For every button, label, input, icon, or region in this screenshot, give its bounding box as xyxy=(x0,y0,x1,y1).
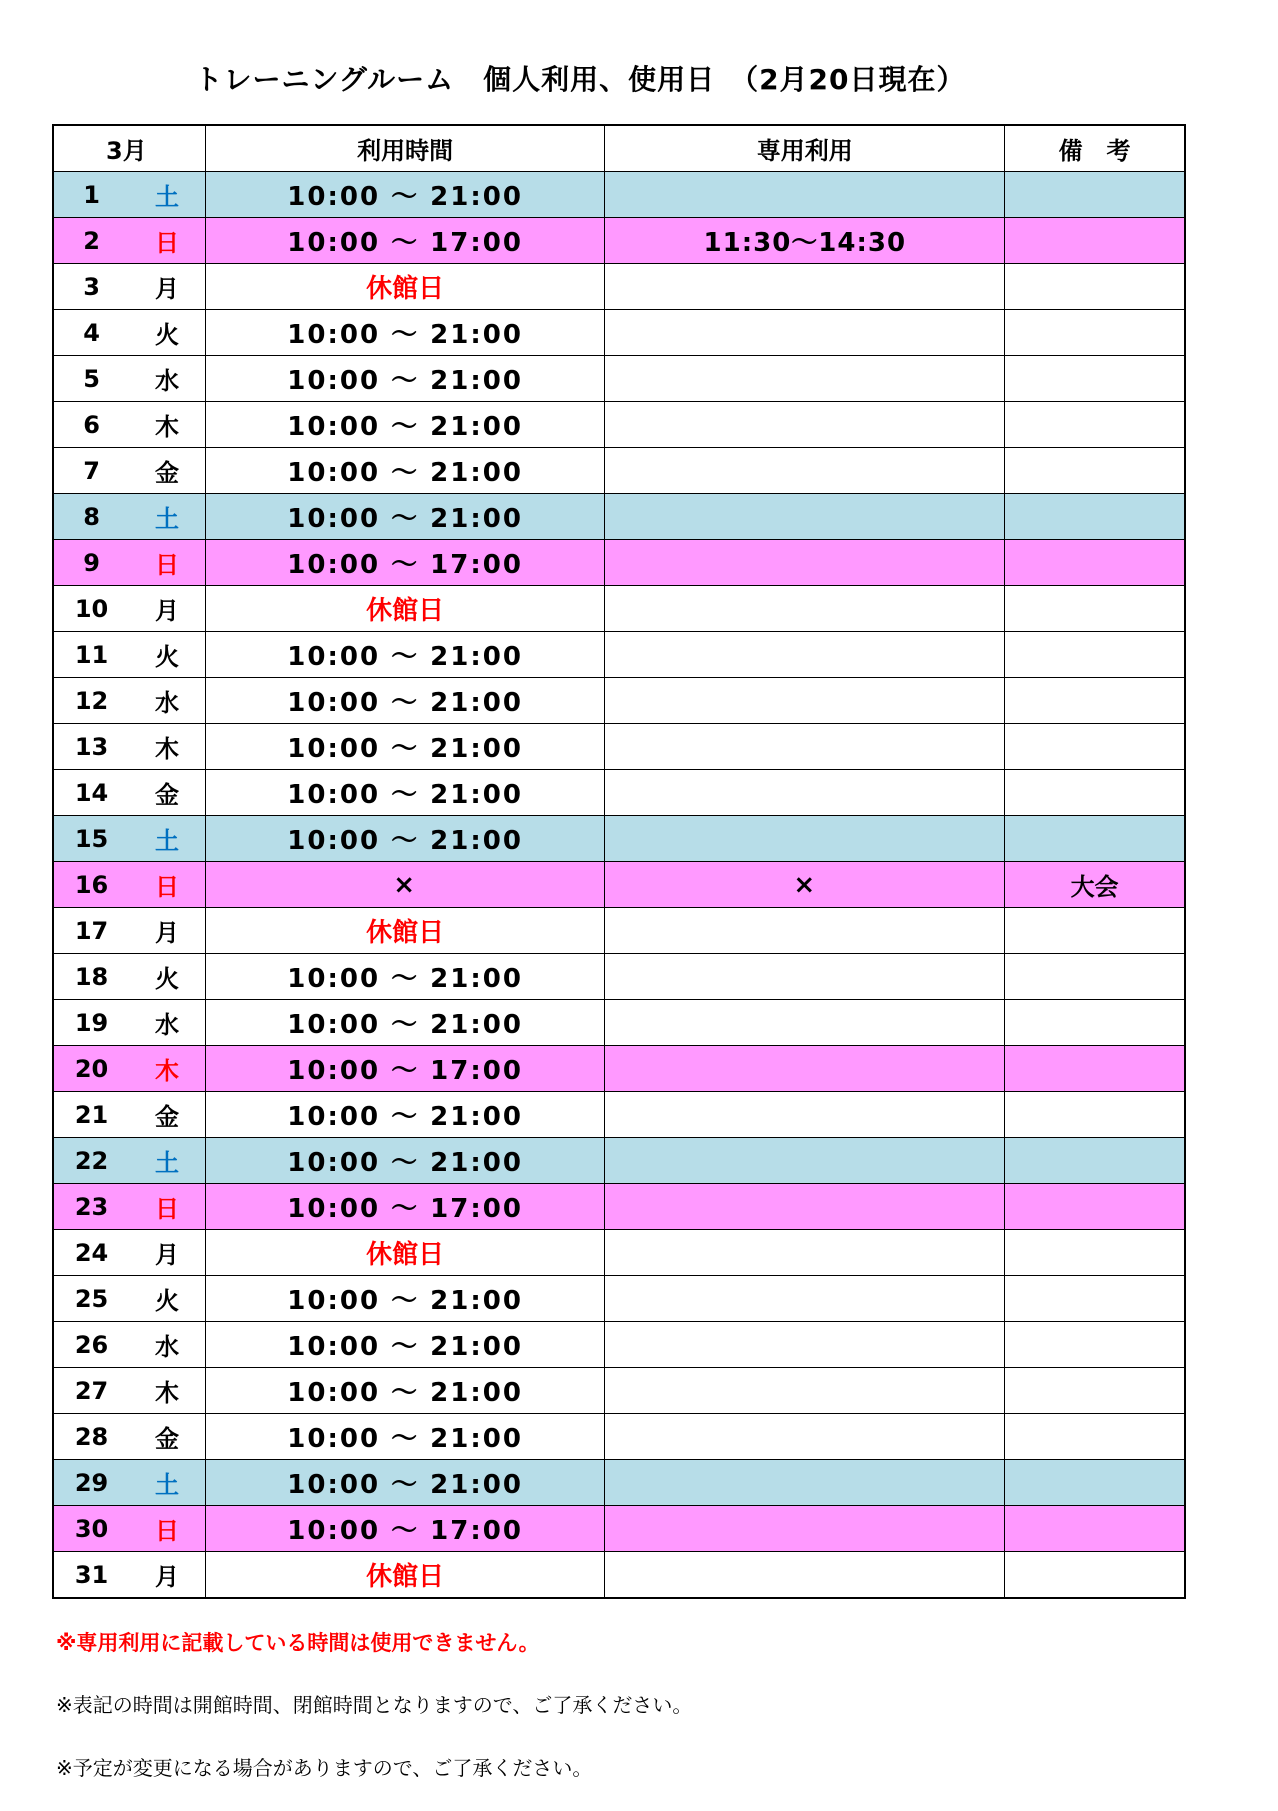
table-row xyxy=(53,494,1185,540)
day-of-week: 日 xyxy=(129,218,205,264)
usage-hours: 10:00 ～ 21:00 xyxy=(205,172,605,218)
header-hours: 利用時間 xyxy=(205,125,605,172)
day-number: 12 xyxy=(53,678,129,724)
remarks xyxy=(1005,1322,1185,1368)
day-of-week: 土 xyxy=(129,1460,205,1506)
usage-hours: 10:00 ～ 21:00 xyxy=(205,1414,605,1460)
table-row xyxy=(53,402,1185,448)
day-of-week: 水 xyxy=(129,1000,205,1046)
exclusive-use xyxy=(605,448,1005,494)
exclusive-use xyxy=(605,586,1005,632)
day-of-week: 日 xyxy=(129,862,205,908)
day-number: 27 xyxy=(53,1368,129,1414)
table-row xyxy=(53,724,1185,770)
remarks xyxy=(1005,402,1185,448)
exclusive-use xyxy=(605,1138,1005,1184)
day-number: 15 xyxy=(53,816,129,862)
day-of-week: 日 xyxy=(129,540,205,586)
exclusive-use xyxy=(605,1230,1005,1276)
day-number: 7 xyxy=(53,448,129,494)
usage-hours: 休館日 xyxy=(205,1230,605,1276)
exclusive-use xyxy=(605,1506,1005,1552)
day-number: 17 xyxy=(53,908,129,954)
day-of-week: 土 xyxy=(129,816,205,862)
day-number: 6 xyxy=(53,402,129,448)
remarks xyxy=(1005,1552,1185,1599)
day-of-week: 水 xyxy=(129,356,205,402)
day-of-week: 土 xyxy=(129,1138,205,1184)
exclusive-use xyxy=(605,954,1005,1000)
exclusive-use xyxy=(605,632,1005,678)
day-number: 24 xyxy=(53,1230,129,1276)
table-row xyxy=(53,908,1185,954)
remarks xyxy=(1005,586,1185,632)
exclusive-use xyxy=(605,678,1005,724)
remarks xyxy=(1005,1368,1185,1414)
table-row xyxy=(53,310,1185,356)
day-number: 1 xyxy=(53,172,129,218)
remarks xyxy=(1005,954,1185,1000)
day-of-week: 月 xyxy=(129,908,205,954)
exclusive-use xyxy=(605,1092,1005,1138)
exclusive-use xyxy=(605,1000,1005,1046)
remarks xyxy=(1005,310,1185,356)
day-number: 21 xyxy=(53,1092,129,1138)
usage-hours: 休館日 xyxy=(205,908,605,954)
day-of-week: 金 xyxy=(129,1414,205,1460)
table-row xyxy=(53,816,1185,862)
remarks xyxy=(1005,356,1185,402)
day-number: 9 xyxy=(53,540,129,586)
usage-hours: 10:00 ～ 21:00 xyxy=(205,1092,605,1138)
usage-hours: 休館日 xyxy=(205,586,605,632)
usage-hours: 10:00 ～ 21:00 xyxy=(205,402,605,448)
remarks xyxy=(1005,770,1185,816)
note-exclusive-warning: ※専用利用に記載している時間は使用できません。 xyxy=(56,1631,540,1655)
usage-hours: 10:00 ～ 21:00 xyxy=(205,1276,605,1322)
remarks xyxy=(1005,1184,1185,1230)
day-number: 25 xyxy=(53,1276,129,1322)
usage-hours: 10:00 ～ 17:00 xyxy=(205,1184,605,1230)
table-row xyxy=(53,1414,1185,1460)
day-number: 26 xyxy=(53,1322,129,1368)
day-number: 5 xyxy=(53,356,129,402)
remarks xyxy=(1005,540,1185,586)
day-number: 16 xyxy=(53,862,129,908)
remarks xyxy=(1005,1460,1185,1506)
table-row xyxy=(53,356,1185,402)
table-row xyxy=(53,1322,1185,1368)
remarks xyxy=(1005,1000,1185,1046)
day-of-week: 火 xyxy=(129,954,205,1000)
table-row xyxy=(53,1506,1185,1552)
day-of-week: 日 xyxy=(129,1184,205,1230)
day-of-week: 木 xyxy=(129,1368,205,1414)
remarks xyxy=(1005,448,1185,494)
day-of-week: 月 xyxy=(129,586,205,632)
usage-hours: 10:00 ～ 17:00 xyxy=(205,1046,605,1092)
remarks xyxy=(1005,1506,1185,1552)
schedule-body xyxy=(53,172,1185,1599)
usage-hours: 10:00 ～ 21:00 xyxy=(205,1000,605,1046)
exclusive-use xyxy=(605,172,1005,218)
usage-hours: 10:00 ～ 21:00 xyxy=(205,1322,605,1368)
remarks xyxy=(1005,816,1185,862)
day-of-week: 日 xyxy=(129,1506,205,1552)
day-number: 31 xyxy=(53,1552,129,1599)
day-of-week: 水 xyxy=(129,1322,205,1368)
usage-hours: × xyxy=(205,862,605,908)
exclusive-use: × xyxy=(605,862,1005,908)
note-schedule-change: ※予定が変更になる場合がありますので、ご了承ください。 xyxy=(56,1756,593,1780)
table-row xyxy=(53,862,1185,908)
day-number: 18 xyxy=(53,954,129,1000)
day-of-week: 月 xyxy=(129,1230,205,1276)
remarks xyxy=(1005,218,1185,264)
day-of-week: 金 xyxy=(129,448,205,494)
day-of-week: 木 xyxy=(129,724,205,770)
table-row xyxy=(53,1230,1185,1276)
day-of-week: 金 xyxy=(129,1092,205,1138)
remarks xyxy=(1005,1092,1185,1138)
table-row xyxy=(53,1092,1185,1138)
day-number: 23 xyxy=(53,1184,129,1230)
usage-hours: 10:00 ～ 21:00 xyxy=(205,356,605,402)
day-number: 13 xyxy=(53,724,129,770)
exclusive-use xyxy=(605,264,1005,310)
remarks xyxy=(1005,908,1185,954)
usage-hours: 休館日 xyxy=(205,1552,605,1599)
exclusive-use xyxy=(605,1322,1005,1368)
usage-hours: 休館日 xyxy=(205,264,605,310)
exclusive-use xyxy=(605,310,1005,356)
remarks xyxy=(1005,1230,1185,1276)
remarks xyxy=(1005,1276,1185,1322)
header-exclusive: 専用利用 xyxy=(605,125,1005,172)
day-number: 20 xyxy=(53,1046,129,1092)
usage-hours: 10:00 ～ 21:00 xyxy=(205,724,605,770)
page-title: トレーニングルーム 個人利用、使用日 （2月20日現在） xyxy=(194,63,966,96)
day-number: 29 xyxy=(53,1460,129,1506)
exclusive-use xyxy=(605,1276,1005,1322)
exclusive-use xyxy=(605,356,1005,402)
usage-hours: 10:00 ～ 21:00 xyxy=(205,1138,605,1184)
table-row xyxy=(53,1552,1185,1599)
exclusive-use xyxy=(605,1184,1005,1230)
exclusive-use xyxy=(605,770,1005,816)
day-number: 3 xyxy=(53,264,129,310)
remarks xyxy=(1005,724,1185,770)
exclusive-use xyxy=(605,402,1005,448)
table-row xyxy=(53,1276,1185,1322)
day-of-week: 火 xyxy=(129,632,205,678)
table-row xyxy=(53,632,1185,678)
usage-hours: 10:00 ～ 21:00 xyxy=(205,448,605,494)
remarks: 大会 xyxy=(1005,862,1185,908)
table-row xyxy=(53,448,1185,494)
table-row xyxy=(53,264,1185,310)
table-row xyxy=(53,954,1185,1000)
usage-hours: 10:00 ～ 21:00 xyxy=(205,310,605,356)
table-row xyxy=(53,172,1185,218)
table-row xyxy=(53,1000,1185,1046)
usage-hours: 10:00 ～ 21:00 xyxy=(205,816,605,862)
remarks xyxy=(1005,494,1185,540)
table-row xyxy=(53,586,1185,632)
usage-hours: 10:00 ～ 21:00 xyxy=(205,770,605,816)
exclusive-use xyxy=(605,494,1005,540)
day-of-week: 火 xyxy=(129,310,205,356)
remarks xyxy=(1005,632,1185,678)
usage-hours: 10:00 ～ 21:00 xyxy=(205,1460,605,1506)
table-row xyxy=(53,1138,1185,1184)
exclusive-use xyxy=(605,1414,1005,1460)
table-row xyxy=(53,1046,1185,1092)
table-row xyxy=(53,678,1185,724)
day-of-week: 木 xyxy=(129,402,205,448)
table-row xyxy=(53,540,1185,586)
table-row xyxy=(53,770,1185,816)
day-of-week: 木 xyxy=(129,1046,205,1092)
remarks xyxy=(1005,172,1185,218)
day-number: 8 xyxy=(53,494,129,540)
remarks xyxy=(1005,1046,1185,1092)
day-number: 11 xyxy=(53,632,129,678)
usage-hours: 10:00 ～ 21:00 xyxy=(205,632,605,678)
day-of-week: 火 xyxy=(129,1276,205,1322)
day-number: 2 xyxy=(53,218,129,264)
table-row xyxy=(53,1460,1185,1506)
header-row xyxy=(53,125,1185,172)
day-of-week: 土 xyxy=(129,494,205,540)
exclusive-use xyxy=(605,816,1005,862)
day-number: 28 xyxy=(53,1414,129,1460)
day-number: 30 xyxy=(53,1506,129,1552)
remarks xyxy=(1005,1138,1185,1184)
remarks xyxy=(1005,678,1185,724)
usage-hours: 10:00 ～ 17:00 xyxy=(205,218,605,264)
schedule-table xyxy=(52,124,1186,1599)
day-number: 4 xyxy=(53,310,129,356)
day-number: 10 xyxy=(53,586,129,632)
usage-hours: 10:00 ～ 21:00 xyxy=(205,1368,605,1414)
remarks xyxy=(1005,1414,1185,1460)
table-row xyxy=(53,1184,1185,1230)
note-hours-info: ※表記の時間は開館時間、閉館時間となりますので、ご了承ください。 xyxy=(56,1693,693,1717)
exclusive-use: 11:30～14:30 xyxy=(605,218,1005,264)
day-of-week: 土 xyxy=(129,172,205,218)
exclusive-use xyxy=(605,1460,1005,1506)
exclusive-use xyxy=(605,540,1005,586)
exclusive-use xyxy=(605,908,1005,954)
day-of-week: 金 xyxy=(129,770,205,816)
day-of-week: 月 xyxy=(129,1552,205,1599)
exclusive-use xyxy=(605,1046,1005,1092)
day-of-week: 水 xyxy=(129,678,205,724)
exclusive-use xyxy=(605,1368,1005,1414)
exclusive-use xyxy=(605,724,1005,770)
table-row xyxy=(53,218,1185,264)
day-number: 22 xyxy=(53,1138,129,1184)
day-number: 14 xyxy=(53,770,129,816)
usage-hours: 10:00 ～ 17:00 xyxy=(205,1506,605,1552)
header-month: 3月 xyxy=(53,125,205,172)
day-number: 19 xyxy=(53,1000,129,1046)
exclusive-use xyxy=(605,1552,1005,1599)
day-of-week: 月 xyxy=(129,264,205,310)
usage-hours: 10:00 ～ 21:00 xyxy=(205,954,605,1000)
usage-hours: 10:00 ～ 17:00 xyxy=(205,540,605,586)
usage-hours: 10:00 ～ 21:00 xyxy=(205,678,605,724)
header-remarks: 備 考 xyxy=(1005,125,1185,172)
table-row xyxy=(53,1368,1185,1414)
remarks xyxy=(1005,264,1185,310)
usage-hours: 10:00 ～ 21:00 xyxy=(205,494,605,540)
